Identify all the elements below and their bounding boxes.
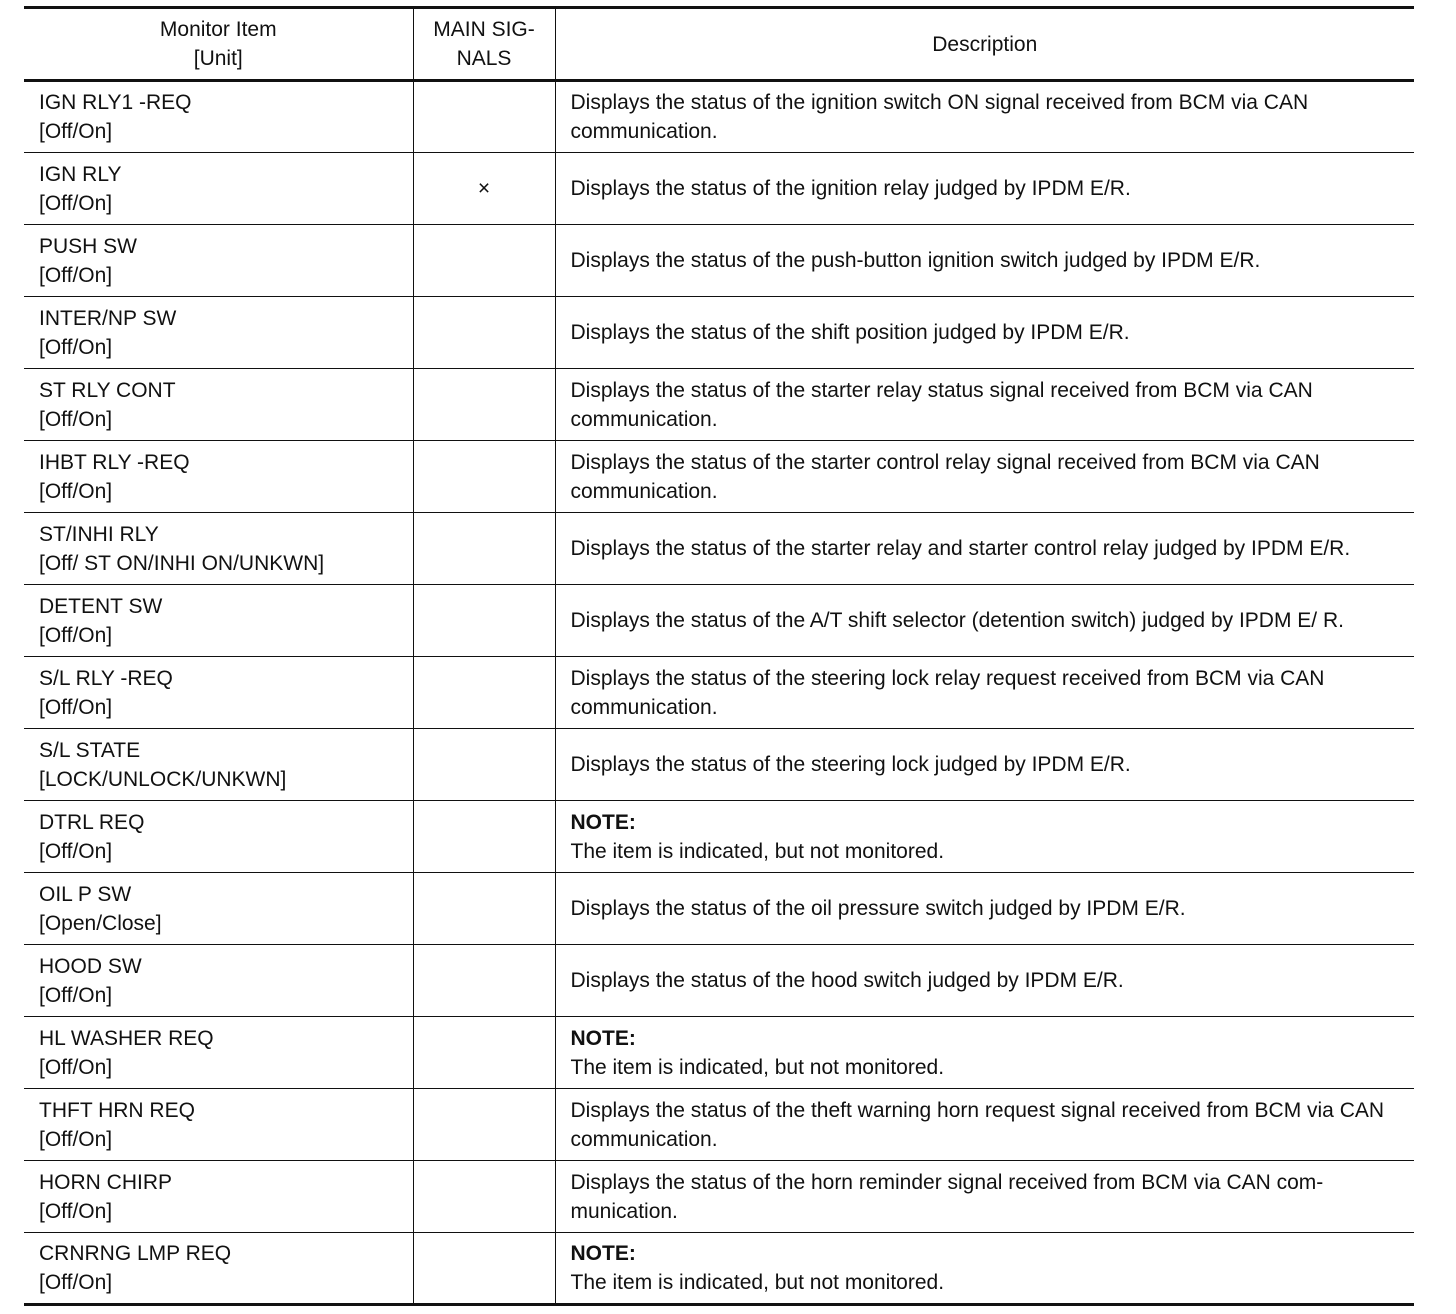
monitor-item-name: DETENT SW (39, 594, 163, 618)
description-cell (555, 657, 1414, 729)
header-monitor-item-label: Monitor Item (159, 18, 277, 41)
monitor-item-unit: [Off/On] (39, 623, 113, 647)
monitor-item-cell (24, 297, 413, 369)
monitor-item-cell (24, 873, 413, 945)
description-text: Displays the status of the ignition switch ON signal received from BCM via CAN communication. (570, 91, 1309, 143)
description-text: Displays the status of the starter relay and starter control relay judged by IPDM E/R. (570, 537, 1351, 560)
description-cell (555, 729, 1414, 801)
table-row (24, 657, 1414, 729)
monitor-item-cell (24, 441, 413, 513)
description-cell (555, 801, 1414, 873)
main-signal-mark (413, 657, 555, 729)
table-row (24, 1017, 1414, 1089)
description-cell (555, 945, 1414, 1017)
table-row (24, 153, 1414, 225)
monitor-item-name: S/L STATE (39, 738, 141, 762)
description-cell (555, 81, 1414, 153)
main-signal-mark (413, 1233, 555, 1305)
table-row (24, 873, 1414, 945)
table-row (24, 225, 1414, 297)
table-body (24, 81, 1414, 1305)
main-signal-mark (413, 81, 555, 153)
monitor-item-cell (24, 945, 413, 1017)
monitor-item-cell (24, 81, 413, 153)
table-row (24, 297, 1414, 369)
monitor-item-name: HL WASHER REQ (39, 1026, 214, 1050)
description-cell (555, 153, 1414, 225)
description-text: Displays the status of the steering lock relay request received from BCM via CAN communication. (570, 666, 1325, 719)
description-cell (555, 1161, 1414, 1233)
description-text: Displays the status of the ignition relay judged by IPDM E/R. (570, 177, 1131, 200)
monitor-item-unit: [Open/Close] (39, 911, 162, 935)
monitor-item-name: IHBT RLY -REQ (39, 450, 190, 474)
table-row (24, 369, 1414, 441)
table-row (24, 1089, 1414, 1161)
main-signal-mark (413, 585, 555, 657)
note-label: NOTE: (570, 1242, 636, 1265)
monitor-item-cell (24, 729, 413, 801)
description-text: Displays the status of the theft warning horn request signal received from BCM via CAN communication. (570, 1098, 1385, 1151)
monitor-item-unit: [Off/On] (39, 120, 113, 143)
monitor-item-unit: [Off/On] (39, 1199, 113, 1223)
monitor-item-unit: [Off/On] (39, 983, 113, 1007)
table-row (24, 585, 1414, 657)
main-signal-mark (413, 801, 555, 873)
description-cell (555, 513, 1414, 585)
table-row (24, 729, 1414, 801)
note-label: NOTE: (570, 810, 636, 834)
description-text: Displays the status of the push-button ignition switch judged by IPDM E/R. (570, 249, 1261, 272)
monitor-item-unit: [Off/On] (39, 479, 113, 503)
description-text: The item is indicated, but not monitored. (570, 839, 945, 863)
table-row (24, 1161, 1414, 1233)
monitor-item-cell (24, 801, 413, 873)
main-signal-mark (413, 1161, 555, 1233)
header-main-signals-line2: NALS (456, 47, 512, 70)
description-text: The item is indicated, but not monitored. (570, 1055, 945, 1079)
monitor-item-unit: [Off/On] (39, 1127, 113, 1151)
description-text: Displays the status of the starter relay status signal received from BCM via CAN communication. (570, 378, 1313, 431)
monitor-item-cell (24, 657, 413, 729)
monitor-item-unit: [Off/On] (39, 1271, 113, 1294)
monitor-item-name: DTRL REQ (39, 810, 145, 834)
description-cell (555, 585, 1414, 657)
monitor-item-unit: [Off/ ST ON/INHI ON/UNKWN] (39, 551, 325, 575)
monitor-item-name: IGN RLY1 -REQ (39, 91, 192, 114)
monitor-item-cell (24, 153, 413, 225)
monitor-item-name: HORN CHIRP (39, 1170, 173, 1194)
monitor-item-cell (24, 1161, 413, 1233)
main-signal-mark: × (413, 153, 555, 225)
monitor-item-cell (24, 1233, 413, 1305)
monitor-item-name: ST/INHI RLY (39, 522, 159, 546)
description-text: Displays the status of the hood switch judged by IPDM E/R. (570, 969, 1124, 992)
main-signal-mark (413, 297, 555, 369)
table-row (24, 945, 1414, 1017)
main-signal-mark (413, 1089, 555, 1161)
monitor-item-name: ST RLY CONT (39, 378, 176, 402)
header-main-signals-line1: MAIN SIG- (433, 18, 535, 41)
monitor-item-name: THFT HRN REQ (39, 1098, 195, 1122)
description-cell (555, 1233, 1414, 1305)
main-signal-mark (413, 225, 555, 297)
table-row (24, 513, 1414, 585)
monitor-item-unit: [Off/On] (39, 839, 113, 863)
monitor-item-cell (24, 369, 413, 441)
monitor-item-unit: [LOCK/UNLOCK/UNKWN] (39, 767, 287, 791)
monitor-item-cell (24, 1089, 413, 1161)
main-signal-mark (413, 873, 555, 945)
monitor-item-name: S/L RLY -REQ (39, 666, 173, 690)
monitor-item-name: CRNRNG LMP REQ (39, 1242, 232, 1265)
main-signal-mark (413, 513, 555, 585)
header-monitor-item (24, 8, 413, 81)
monitor-item-name: OIL P SW (39, 882, 132, 906)
table-row (24, 81, 1414, 153)
header-main-signals (413, 8, 555, 81)
monitor-item-unit: [Off/On] (39, 1055, 113, 1079)
monitor-item-cell (24, 513, 413, 585)
description-cell (555, 441, 1414, 513)
monitor-item-unit: [Off/On] (39, 191, 113, 215)
header-description: Description (555, 8, 1414, 81)
table-row (24, 801, 1414, 873)
monitor-item-table (24, 6, 1414, 1306)
monitor-item-name: HOOD SW (39, 954, 142, 978)
header-unit-label: [Unit] (193, 47, 243, 70)
main-signal-mark (413, 945, 555, 1017)
monitor-item-name: INTER/NP SW (39, 306, 177, 330)
description-text: Displays the status of the starter control relay signal received from BCM via CAN communication. (570, 450, 1320, 503)
table-row (24, 441, 1414, 513)
table-header (24, 8, 1414, 81)
monitor-item-cell (24, 225, 413, 297)
monitor-item-name: PUSH SW (39, 234, 138, 258)
monitor-item-cell (24, 1017, 413, 1089)
main-signal-mark (413, 369, 555, 441)
description-cell (555, 297, 1414, 369)
monitor-item-unit: [Off/On] (39, 335, 113, 359)
description-cell (555, 873, 1414, 945)
description-cell (555, 1017, 1414, 1089)
note-label: NOTE: (570, 1026, 636, 1050)
description-cell (555, 369, 1414, 441)
monitor-item-unit: [Off/On] (39, 695, 113, 719)
description-cell (555, 225, 1414, 297)
main-signal-mark (413, 441, 555, 513)
description-text: Displays the status of the horn reminder signal received from BCM via CAN com-munication. (570, 1170, 1324, 1223)
description-text: Displays the status of the shift position judged by IPDM E/R. (570, 321, 1130, 344)
monitor-item-name: IGN RLY (39, 162, 122, 186)
description-cell (555, 1089, 1414, 1161)
monitor-item-cell (24, 585, 413, 657)
description-text: The item is indicated, but not monitored. (570, 1271, 945, 1294)
description-text: Displays the status of the steering lock judged by IPDM E/R. (570, 753, 1131, 776)
table-row (24, 1233, 1414, 1305)
description-text: Displays the status of the A/T shift selector (detention switch) judged by IPDM E/ R. (570, 609, 1344, 632)
main-signal-mark (413, 729, 555, 801)
description-text: Displays the status of the oil pressure switch judged by IPDM E/R. (570, 897, 1186, 920)
main-signal-mark (413, 1017, 555, 1089)
header-row (24, 8, 1414, 81)
monitor-item-unit: [Off/On] (39, 407, 113, 431)
monitor-item-unit: [Off/On] (39, 263, 113, 287)
